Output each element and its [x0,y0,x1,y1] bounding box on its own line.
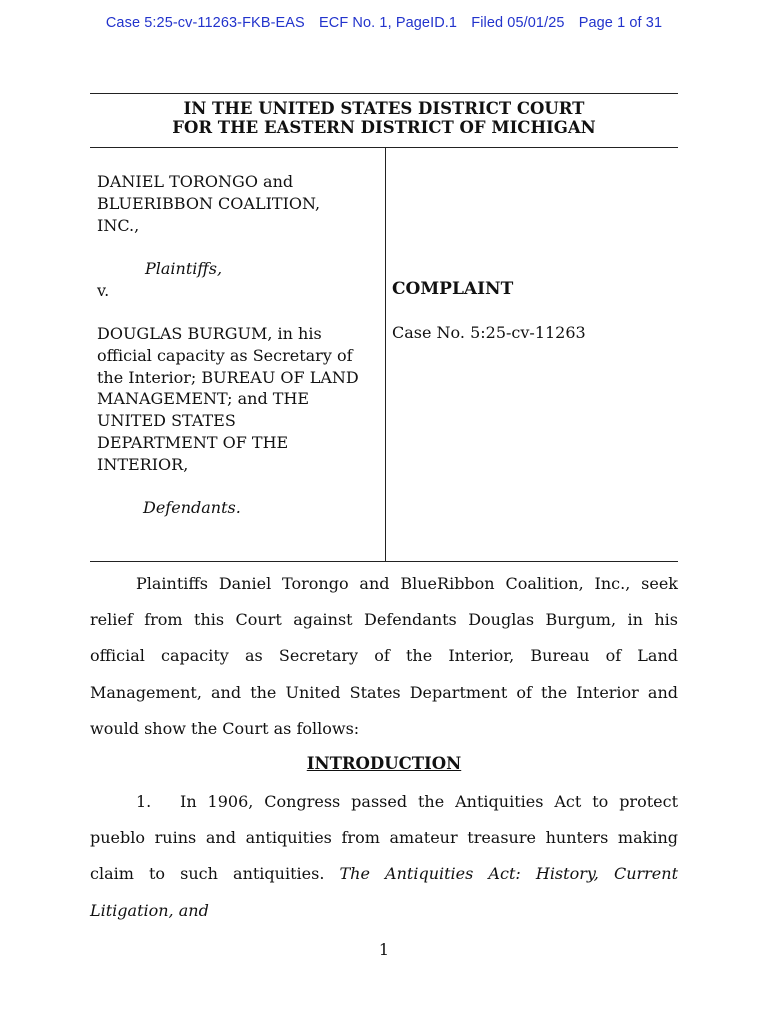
defendant-line: DOUGLAS BURGUM, in his [97,324,322,343]
paragraph-1-text: In 1906, Congress passed the Antiquities Act to protect pueblo ruins and antiquities from amateur treasure hunters making claim to such antiquities. [90,792,678,884]
court-title-line-1: IN THE UNITED STATES DISTRICT COURT [183,99,585,118]
intro-paragraph: Plaintiffs Daniel Torongo and BlueRibbon Coalition, Inc., seek relief from this Court against Defendants Douglas Burgum, in his official capacity as Secretary of the Interior, Bureau of Land Management, and the United States Department of the Interior and would show the Court as follows: [90,574,678,738]
ecf-case-number: Case 5:25-cv-11263-FKB-EAS [105,15,305,31]
paragraph-1-citation: The Antiquities Act: History, Current Litigation, and [90,864,678,920]
caption-bottom-rule [90,561,678,562]
document-title: COMPLAINT [392,279,514,299]
defendant-line: the Interior; BUREAU OF LAND [97,367,359,387]
plaintiff-line: INC., [97,215,140,235]
case-number: Case No. 5:25-cv-11263 [392,323,586,342]
ecf-filing-header [0,15,768,31]
court-title [90,99,678,137]
defendant-line: INTERIOR, [97,454,189,474]
ecf-document-number: ECF No. 1, PageID.1 [318,15,458,31]
section-heading-introduction: INTRODUCTION [306,754,462,773]
versus: v. [97,281,110,300]
court-title-bottom-rule [90,147,678,148]
court-title-line-2: FOR THE EASTERN DISTRICT OF MICHIGAN [172,118,596,137]
plaintiffs-label: Plaintiffs, [145,259,223,278]
ecf-filed-date: Filed 05/01/25 [471,15,565,31]
plaintiff-line: DANIEL TORONGO and [97,172,294,191]
plaintiffs-names [97,171,382,236]
defendant-line: MANAGEMENT; and THE [97,389,310,409]
defendants-names [97,323,382,476]
defendant-line: UNITED STATES [97,411,236,431]
paragraph-1-number: 1. [136,792,152,811]
defendant-line: DEPARTMENT OF THE [97,432,289,452]
paragraph-1 [90,784,678,929]
caption-top-rule [90,93,678,94]
ecf-page-count: Page 1 of 31 [578,15,663,31]
plaintiff-line: BLUERIBBON COALITION, [97,193,321,213]
page-number: 1 [378,940,390,959]
defendants-label: Defendants. [143,498,241,517]
defendant-line: official capacity as Secretary of [97,345,353,365]
